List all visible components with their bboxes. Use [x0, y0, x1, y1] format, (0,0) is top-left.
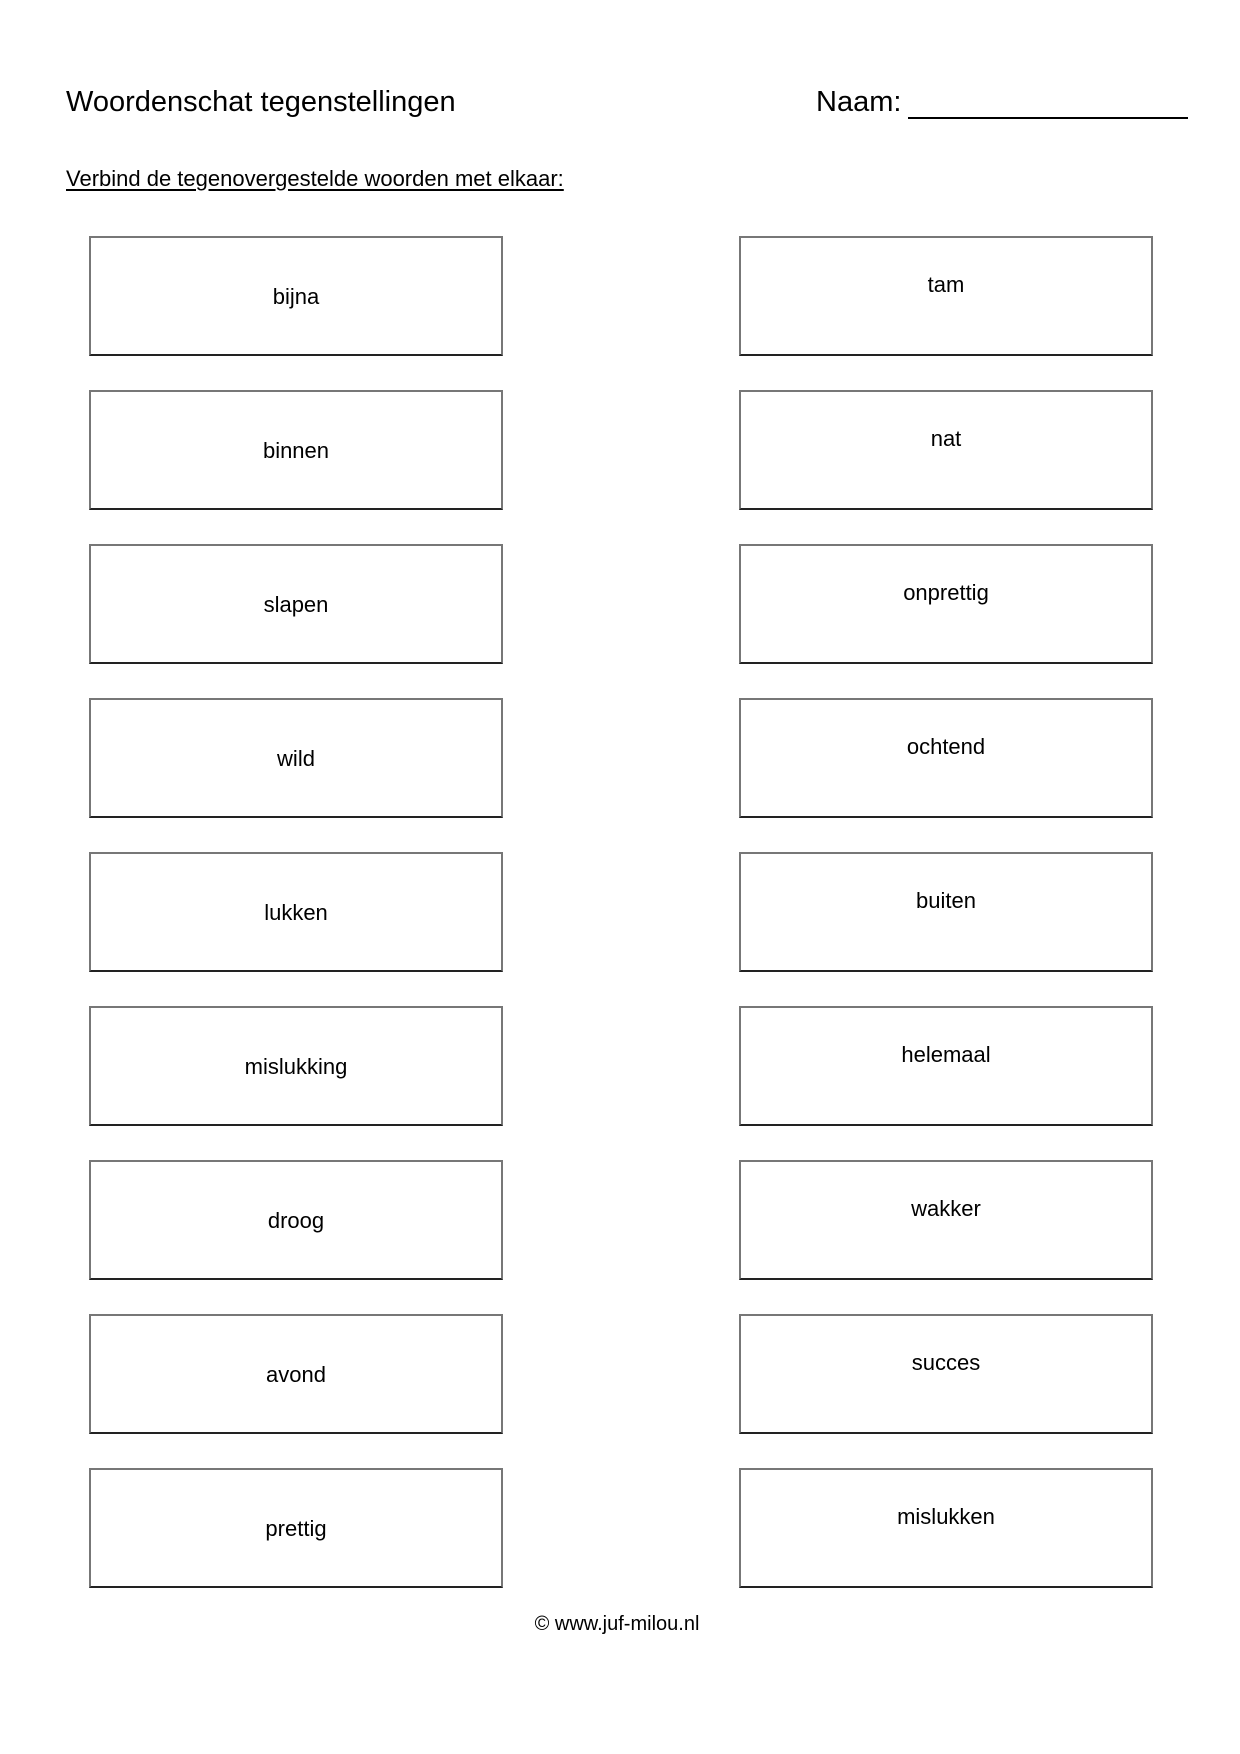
word-label: bijna: [272, 284, 320, 309]
word-label: slapen: [263, 592, 329, 617]
left-word-column: [89, 236, 503, 1588]
right-word-card[interactable]: [739, 1468, 1153, 1588]
word-label: mislukken: [897, 1504, 995, 1529]
right-word-card[interactable]: [739, 390, 1153, 510]
right-word-card[interactable]: [739, 1314, 1153, 1434]
word-label: buiten: [916, 888, 976, 913]
left-word-card[interactable]: [89, 698, 503, 818]
word-label: tam: [927, 272, 965, 297]
word-label: onprettig: [903, 580, 989, 605]
left-word-card[interactable]: [89, 544, 503, 664]
right-word-card[interactable]: [739, 1160, 1153, 1280]
word-label: ochtend: [906, 734, 986, 759]
word-label: mislukking: [244, 1054, 348, 1079]
name-write-line[interactable]: [908, 117, 1188, 119]
instruction-text: Verbind de tegenovergestelde woorden met elkaar:: [66, 166, 564, 191]
right-word-card[interactable]: [739, 544, 1153, 664]
worksheet-title: Woordenschat tegenstellingen: [66, 86, 456, 118]
left-word-card[interactable]: [89, 1006, 503, 1126]
right-word-card[interactable]: [739, 852, 1153, 972]
left-word-card[interactable]: [89, 852, 503, 972]
right-word-column: [739, 236, 1153, 1588]
right-word-card[interactable]: [739, 236, 1153, 356]
word-label: droog: [267, 1208, 325, 1233]
word-label: avond: [266, 1362, 326, 1387]
word-label: succes: [911, 1350, 981, 1375]
left-word-card[interactable]: [89, 390, 503, 510]
copyright-footer: © www.juf-milou.nl: [534, 1613, 700, 1635]
left-word-card[interactable]: [89, 1160, 503, 1280]
left-word-card[interactable]: [89, 1314, 503, 1434]
left-word-card[interactable]: [89, 1468, 503, 1588]
left-word-card[interactable]: [89, 236, 503, 356]
word-label: nat: [930, 426, 962, 451]
word-label: lukken: [264, 900, 328, 925]
right-word-card[interactable]: [739, 698, 1153, 818]
word-label: wild: [277, 746, 315, 771]
word-label: helemaal: [901, 1042, 991, 1067]
word-label: wakker: [911, 1196, 981, 1221]
right-word-card[interactable]: [739, 1006, 1153, 1126]
word-label: binnen: [262, 438, 330, 463]
name-label: Naam:: [816, 86, 902, 118]
word-label: prettig: [265, 1516, 327, 1541]
